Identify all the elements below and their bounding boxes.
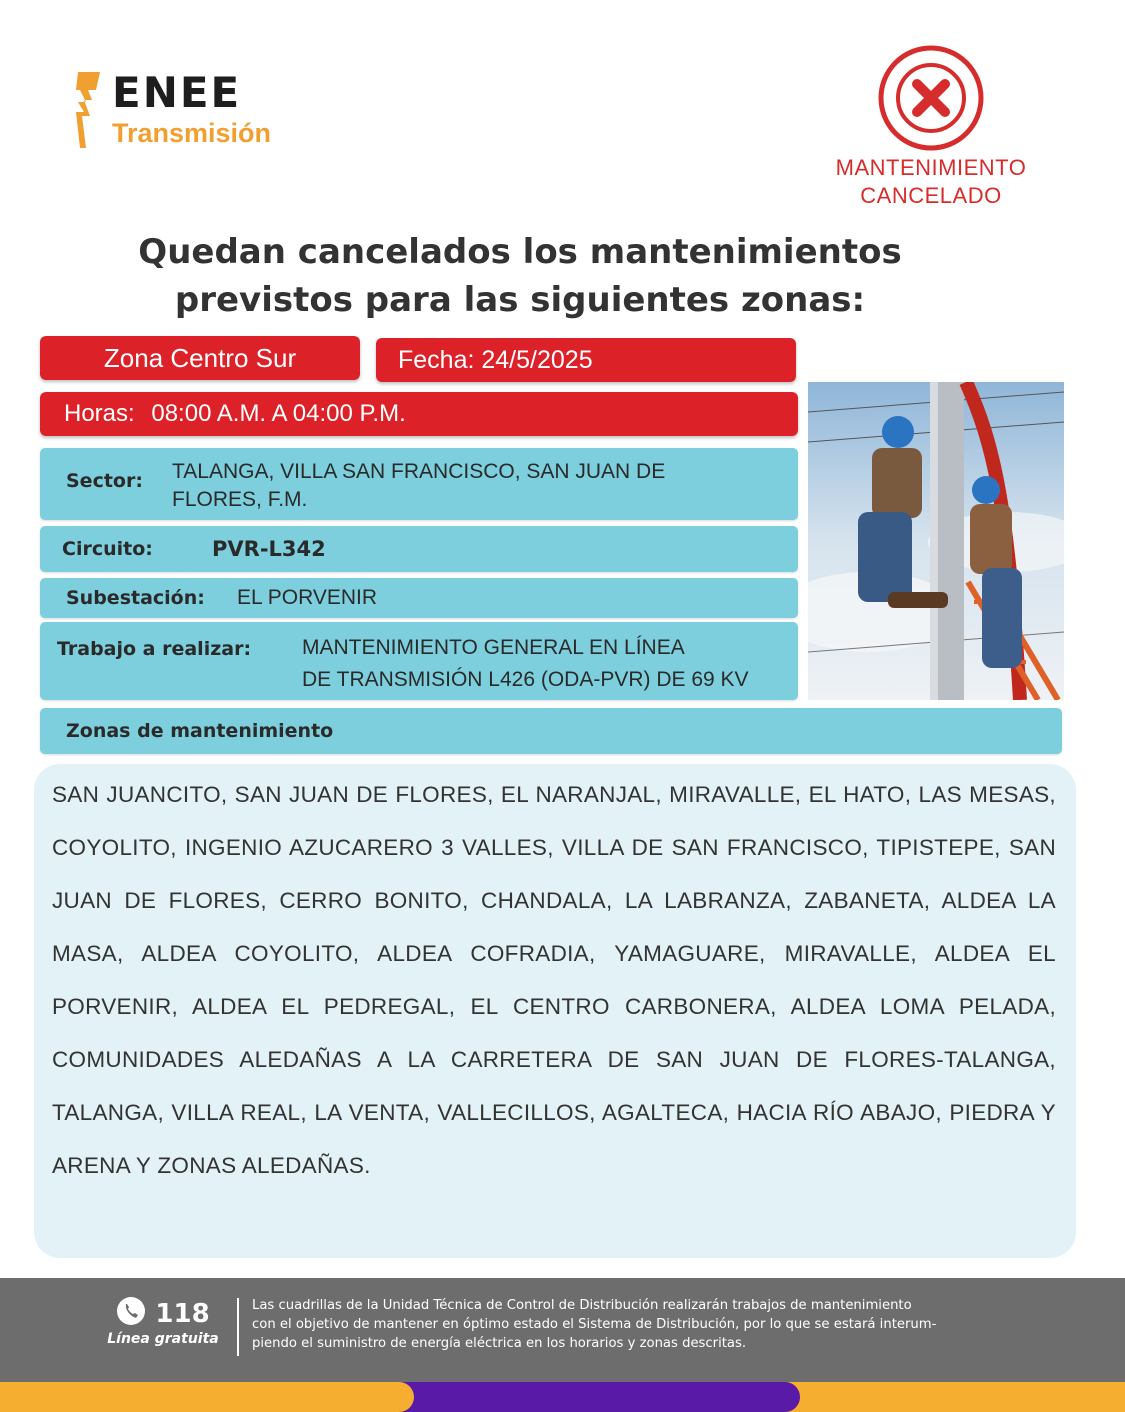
- sector-line2: FLORES, F.M.: [172, 488, 308, 511]
- substation-label: Subestación:: [66, 587, 205, 609]
- lightning-tower-icon: [74, 72, 104, 148]
- page-title: [40, 228, 1000, 324]
- sector-value: [172, 458, 665, 514]
- date-text: Fecha: 24/5/2025: [398, 346, 593, 374]
- logo-subtitle: Transmisión: [112, 118, 272, 148]
- hours-label: Horas:: [64, 400, 135, 427]
- zones-header: [40, 708, 1062, 754]
- substation-value: EL PORVENIR: [237, 586, 378, 609]
- date-label: [376, 338, 796, 382]
- enee-logo: [74, 68, 314, 152]
- footer-divider: [237, 1298, 239, 1356]
- zones-title: Zonas de mantenimiento: [66, 720, 334, 742]
- lineworkers-photo: [808, 382, 1064, 700]
- title-line1: Quedan cancelados los mantenimientos: [138, 232, 902, 272]
- work-label: Trabajo a realizar:: [57, 638, 252, 660]
- phone-number-text: 118: [155, 1299, 210, 1329]
- circuit-row: [40, 526, 798, 572]
- sector-label: Sector:: [66, 470, 143, 492]
- badge-label: [818, 154, 1044, 210]
- footer-line1: Las cuadrillas de la Unidad Técnica de Control de Distribución realizarán trabajos de mantenimiento: [252, 1298, 912, 1313]
- footer-line3: piendo el suministro de energía eléctrica en los horarios y zonas descritas.: [252, 1336, 747, 1351]
- logo-brand: ENEE: [112, 68, 242, 117]
- hotline-number: [100, 1296, 226, 1329]
- cancel-x-icon: [877, 44, 985, 152]
- zone-label: Zona Centro Sur: [40, 336, 360, 380]
- circuit-value: PVR-L342: [212, 537, 326, 561]
- work-value: [302, 632, 749, 696]
- hours-value: 08:00 A.M. A 04:00 P.M.: [151, 400, 406, 427]
- footer-notice: [252, 1296, 1052, 1353]
- hours-bar: [40, 392, 798, 436]
- phone-icon: [116, 1296, 146, 1326]
- cancelled-badge: [818, 44, 1044, 214]
- sector-line1: TALANGA, VILLA SAN FRANCISCO, SAN JUAN DE: [172, 460, 666, 483]
- zones-list: SAN JUANCITO, SAN JUAN DE FLORES, EL NARANJAL, MIRAVALLE, EL HATO, LAS MESAS, COYOLITO, INGENIO AZUCARERO 3 VALLES, VILLA DE SAN FRANCISCO, TIPISTEPE, SAN JUAN DE FLORES, CERRO BONITO, CHANDALA, LA LABRANZA, ZABANETA, ALDEA LA MASA, ALDEA COYOLITO, ALDEA COFRADIA, YAMAGUARE, MIRAVALLE, ALDEA EL PORVENIR, ALDEA EL PEDREGAL, EL CENTRO CARBONERA, ALDEA LOMA PELADA, COMUNIDADES ALEDAÑAS A LA CARRETERA DE SAN JUAN DE FLORES-TALANGA, TALANGA, VILLA REAL, LA VENTA, VALLECILLOS, AGALTECA, HACIA RÍO ABAJO, PIEDRA Y ARENA Y ZONAS ALEDAÑAS.: [52, 782, 1056, 1178]
- bottom-stripe: [0, 1382, 1125, 1412]
- footer-line2: con el objetivo de mantener en óptimo estado el Sistema de Distribución, por lo que se estará interum-: [252, 1317, 937, 1332]
- work-line2: DE TRANSMISIÓN L426 (ODA-PVR) DE 69 KV: [302, 668, 749, 691]
- work-row: [40, 622, 798, 700]
- hotline: [100, 1296, 226, 1347]
- title-line2: previstos para las siguientes zonas:: [174, 280, 866, 320]
- circuit-label: Circuito:: [62, 538, 153, 560]
- badge-line2: CANCELADO: [860, 183, 1002, 208]
- substation-row: [40, 578, 798, 618]
- sector-row: [40, 448, 798, 520]
- work-line1: MANTENIMIENTO GENERAL EN LÍNEA: [302, 636, 685, 659]
- hotline-label: Línea gratuita: [107, 1331, 219, 1347]
- badge-line1: MANTENIMIENTO: [835, 155, 1027, 180]
